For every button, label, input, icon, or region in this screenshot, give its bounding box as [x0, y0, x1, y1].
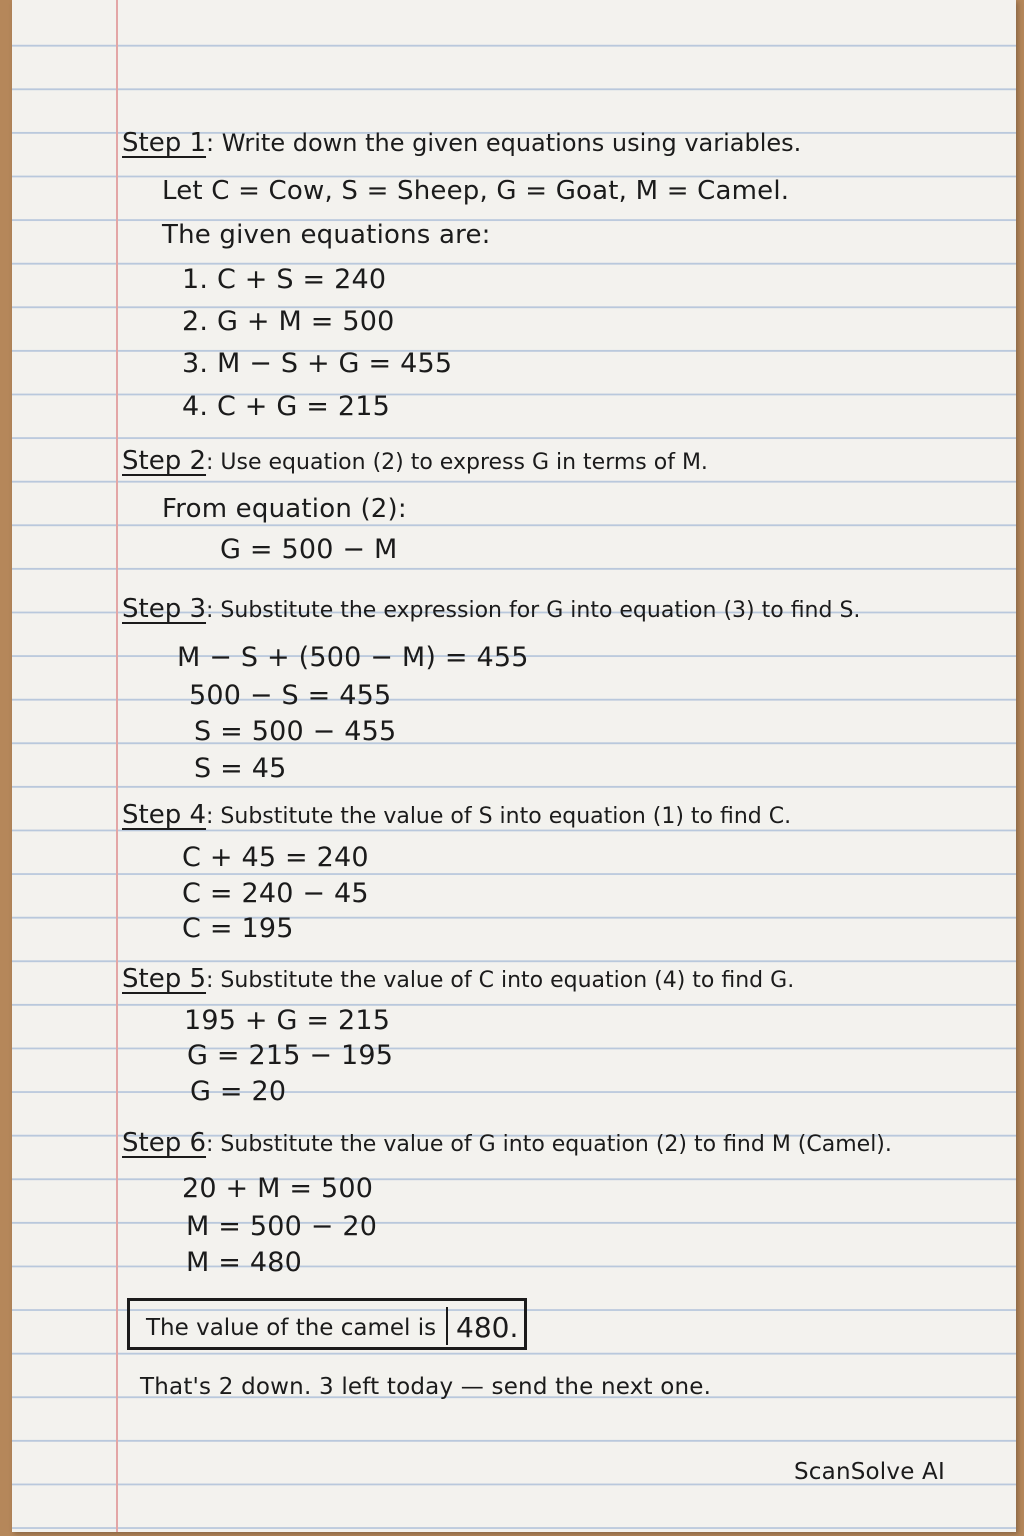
step-6-heading [122, 1128, 892, 1158]
step-5-line-1: 195 + G = 215 [184, 1005, 391, 1036]
notebook-page [12, 0, 1016, 1532]
given-equations-intro: The given equations are: [162, 220, 491, 250]
variable-definitions: Let C = Cow, S = Sheep, G = Goat, M = Camel. [162, 176, 790, 206]
step-5-line-2: G = 215 − 195 [187, 1040, 394, 1071]
step-4-line-1: C + 45 = 240 [182, 842, 369, 873]
step-1-label: Step 1 [122, 128, 207, 158]
equation-4: 4. C + G = 215 [182, 391, 391, 422]
step-3-line-4: S = 45 [194, 753, 287, 784]
step-3-line-1: M − S + (500 − M) = 455 [177, 642, 529, 673]
step-5-label: Step 5 [122, 964, 207, 994]
step-3-text: : Substitute the expression for G into equation (3) to find S. [206, 598, 861, 623]
step-3-heading [122, 594, 860, 624]
step-2-intro: From equation (2): [162, 494, 407, 524]
step-6-text: : Substitute the value of G into equation (2) to find M (Camel). [206, 1132, 892, 1157]
answer-divider [446, 1307, 448, 1345]
footer-note: That's 2 down. 3 left today — send the next one. [140, 1374, 712, 1400]
step-6-label: Step 6 [122, 1128, 207, 1158]
brand-signature: ScanSolve AI [794, 1459, 945, 1485]
step-6-line-2: M = 500 − 20 [186, 1211, 378, 1242]
step-4-label: Step 4 [122, 800, 207, 830]
step-5-text: : Substitute the value of C into equation (4) to find G. [206, 968, 795, 993]
answer-box [127, 1298, 527, 1350]
step-4-text: : Substitute the value of S into equation (1) to find C. [206, 804, 792, 829]
step-1-heading [122, 128, 801, 158]
step-3-line-3: S = 500 − 455 [194, 716, 397, 747]
step-1-text: : Write down the given equations using variables. [206, 129, 802, 157]
step-2-line-1: G = 500 − M [220, 534, 398, 565]
step-3-label: Step 3 [122, 594, 207, 624]
margin-line [116, 0, 118, 1532]
step-3-line-2: 500 − S = 455 [189, 680, 392, 711]
step-2-text: : Use equation (2) to express G in terms of M. [206, 450, 708, 475]
step-5-heading [122, 964, 794, 994]
answer-text: The value of the camel is [146, 1315, 437, 1341]
answer-value: 480. [456, 1311, 519, 1344]
step-4-heading [122, 800, 791, 830]
equation-2: 2. G + M = 500 [182, 306, 395, 337]
step-6-line-1: 20 + M = 500 [182, 1173, 374, 1204]
step-4-line-2: C = 240 − 45 [182, 878, 369, 909]
equation-3: 3. M − S + G = 455 [182, 348, 453, 379]
step-2-label: Step 2 [122, 446, 207, 476]
equation-1: 1. C + S = 240 [182, 264, 387, 295]
step-2-heading [122, 446, 708, 476]
step-4-line-3: C = 195 [182, 913, 294, 944]
step-5-line-3: G = 20 [190, 1076, 287, 1107]
step-6-line-3: M = 480 [186, 1247, 303, 1278]
